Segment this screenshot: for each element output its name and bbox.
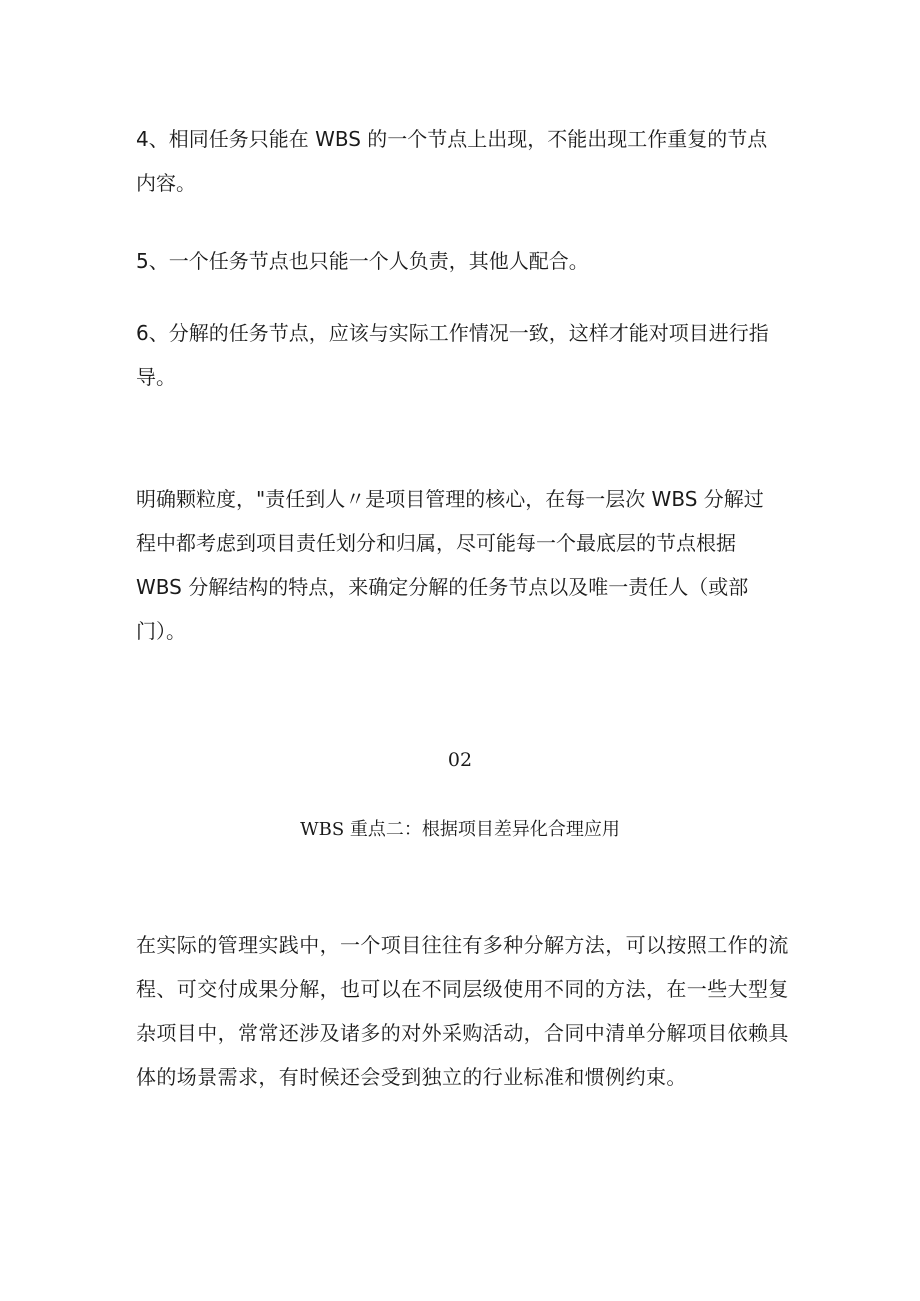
practice-line-4: 体的场景需求，有时候还会受到独立的行业标准和惯例约束。 bbox=[136, 1065, 687, 1089]
practice-line-3: 杂项目中，常常还涉及诸多的对外采购活动，合同中清单分解项目依赖具 bbox=[136, 1021, 789, 1045]
granularity-line-1: 明确颗粒度，"责任到人〃是项目管理的核心，在每一层次 WBS 分解过 bbox=[136, 487, 764, 511]
list-item-4 bbox=[136, 117, 786, 205]
list-item-4-line-1: 4、相同任务只能在 WBS 的一个节点上出现，不能出现工作重复的节点 bbox=[136, 127, 768, 151]
practice-line-2: 程、可交付成果分解，也可以在不同层级使用不同的方法，在一些大型复 bbox=[136, 977, 789, 1001]
granularity-paragraph bbox=[136, 477, 786, 653]
list-item-6 bbox=[136, 311, 786, 399]
section-title: WBS 重点二：根据项目差异化合理应用 bbox=[300, 819, 620, 840]
granularity-line-2: 程中都考虑到项目责任划分和归属，尽可能每一个最底层的节点根据 bbox=[136, 531, 736, 555]
practice-paragraph bbox=[136, 923, 789, 1099]
list-item-5-line-1: 5、一个任务节点也只能一个人负责，其他人配合。 bbox=[136, 249, 589, 273]
granularity-line-4: 门）。 bbox=[136, 619, 186, 643]
section-number: 02 bbox=[447, 749, 473, 771]
practice-line-1: 在实际的管理实践中，一个项目往往有多种分解方法，可以按照工作的流 bbox=[136, 933, 789, 957]
list-item-6-line-1: 6、分解的任务节点，应该与实际工作情况一致，这样才能对项目进行指 bbox=[136, 321, 769, 345]
granularity-line-3: WBS 分解结构的特点，来确定分解的任务节点以及唯一责任人（或部 bbox=[136, 575, 749, 599]
list-item-4-line-2: 内容。 bbox=[136, 171, 196, 195]
list-item-5 bbox=[136, 239, 786, 283]
list-item-6-line-2: 导。 bbox=[136, 365, 176, 389]
